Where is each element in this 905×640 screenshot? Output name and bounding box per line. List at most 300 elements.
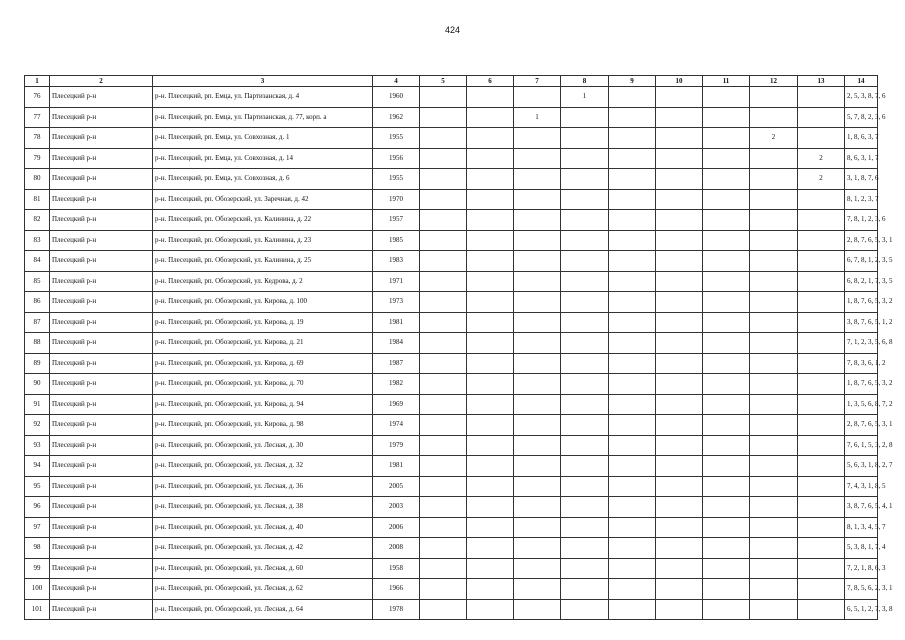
col10-cell [656,435,703,456]
table-row [25,497,878,518]
table-row [25,579,878,600]
year-cell: 1987 [373,353,420,374]
col12-cell [750,415,798,436]
col6-cell [467,169,514,190]
year-cell: 1966 [373,579,420,600]
col6-cell [467,435,514,456]
year-cell: 2005 [373,476,420,497]
col12-cell [750,87,798,108]
row-number: 96 [25,497,50,518]
table-row [25,251,878,272]
col6-cell [467,271,514,292]
col9-cell [609,230,656,251]
col11-cell [703,333,750,354]
col7-cell [514,210,561,231]
year-cell: 1957 [373,210,420,231]
sequence-cell: 7, 6, 1, 5, 3, 2, 8 [845,435,878,456]
col11-cell [703,374,750,395]
col5-cell [420,292,467,313]
district-cell: Плесецкий р-н [50,353,153,374]
col5-cell [420,599,467,620]
col7-cell [514,374,561,395]
col10-cell [656,271,703,292]
col5-cell [420,558,467,579]
col10-cell [656,538,703,559]
year-cell: 1955 [373,169,420,190]
district-cell: Плесецкий р-н [50,312,153,333]
col9-cell [609,599,656,620]
col8-cell [561,312,609,333]
col12-cell [750,312,798,333]
col13-cell [798,333,845,354]
district-cell: Плесецкий р-н [50,189,153,210]
row-number: 83 [25,230,50,251]
col8-cell [561,169,609,190]
address-cell: р-н. Плесецкий, рп. Обозерский, ул. Лесная, д. 36 [153,476,373,497]
table-row [25,169,878,190]
col10-cell [656,599,703,620]
col12-cell [750,435,798,456]
table-row [25,599,878,620]
district-cell: Плесецкий р-н [50,169,153,190]
col13-cell [798,353,845,374]
col11-cell [703,579,750,600]
col12-cell [750,107,798,128]
col6-cell [467,599,514,620]
address-cell: р-н. Плесецкий, рп. Обозерский, ул. Кирова, д. 21 [153,333,373,354]
sequence-cell: 6, 7, 8, 1, 2, 3, 5 [845,251,878,272]
col7-cell [514,538,561,559]
col9-cell [609,579,656,600]
column-header-5: 5 [420,76,467,87]
col10-cell [656,394,703,415]
col12-cell [750,333,798,354]
row-number: 89 [25,353,50,374]
col6-cell [467,189,514,210]
col7-cell: 1 [514,107,561,128]
col6-cell [467,148,514,169]
table-row [25,128,878,149]
col10-cell [656,169,703,190]
column-header-11: 11 [703,76,750,87]
col9-cell [609,148,656,169]
year-cell: 1955 [373,128,420,149]
col10-cell [656,128,703,149]
table-row [25,353,878,374]
address-cell: р-н. Плесецкий, рп. Обозерский, ул. Калинина, д. 25 [153,251,373,272]
col8-cell [561,189,609,210]
col8-cell [561,599,609,620]
row-number: 82 [25,210,50,231]
col9-cell [609,394,656,415]
col5-cell [420,374,467,395]
district-cell: Плесецкий р-н [50,87,153,108]
col6-cell [467,230,514,251]
col10-cell [656,476,703,497]
col6-cell [467,497,514,518]
col12-cell [750,476,798,497]
address-cell: р-н. Плесецкий, рп. Обозерский, ул. Лесная, д. 30 [153,435,373,456]
col7-cell [514,230,561,251]
district-cell: Плесецкий р-н [50,579,153,600]
table-row [25,312,878,333]
col6-cell [467,210,514,231]
district-cell: Плесецкий р-н [50,292,153,313]
district-cell: Плесецкий р-н [50,128,153,149]
sequence-cell: 6, 5, 1, 2, 7, 3, 8 [845,599,878,620]
col6-cell [467,107,514,128]
col6-cell [467,558,514,579]
district-cell: Плесецкий р-н [50,148,153,169]
col12-cell [750,538,798,559]
col12-cell [750,251,798,272]
row-number: 81 [25,189,50,210]
address-cell: р-н. Плесецкий, рп. Обозерский, ул. Кедрова, д. 2 [153,271,373,292]
col13-cell [798,599,845,620]
col10-cell [656,558,703,579]
col7-cell [514,128,561,149]
col7-cell [514,353,561,374]
col11-cell [703,497,750,518]
year-cell: 1981 [373,312,420,333]
table-row [25,476,878,497]
col10-cell [656,251,703,272]
year-cell: 1962 [373,107,420,128]
col13-cell [798,476,845,497]
address-cell: р-н. Плесецкий, рп. Обозерский, ул. Кирова, д. 100 [153,292,373,313]
col10-cell [656,107,703,128]
district-cell: Плесецкий р-н [50,456,153,477]
col5-cell [420,271,467,292]
col7-cell [514,333,561,354]
sequence-cell: 5, 6, 3, 1, 8, 2, 7 [845,456,878,477]
col6-cell [467,456,514,477]
address-cell: р-н. Плесецкий, рп. Обозерский, ул. Лесная, д. 42 [153,538,373,559]
col9-cell [609,189,656,210]
col13-cell [798,579,845,600]
col8-cell [561,210,609,231]
col8-cell [561,497,609,518]
col11-cell [703,599,750,620]
col10-cell [656,456,703,477]
address-cell: р-н. Плесецкий, рп. Обозерский, ул. Кирова, д. 19 [153,312,373,333]
col12-cell: 2 [750,128,798,149]
col10-cell [656,210,703,231]
row-number: 88 [25,333,50,354]
col6-cell [467,333,514,354]
col13-cell [798,251,845,272]
row-number: 93 [25,435,50,456]
col7-cell [514,169,561,190]
year-cell: 2003 [373,497,420,518]
col7-cell [514,476,561,497]
row-number: 98 [25,538,50,559]
col11-cell [703,394,750,415]
row-number: 94 [25,456,50,477]
col11-cell [703,230,750,251]
row-number: 97 [25,517,50,538]
col9-cell [609,374,656,395]
row-number: 77 [25,107,50,128]
year-cell: 1969 [373,394,420,415]
table-row [25,148,878,169]
address-cell: р-н. Плесецкий, рп. Обозерский, ул. Лесная, д. 32 [153,456,373,477]
col10-cell [656,87,703,108]
col6-cell [467,251,514,272]
col7-cell [514,148,561,169]
col6-cell [467,312,514,333]
year-cell: 1982 [373,374,420,395]
district-cell: Плесецкий р-н [50,230,153,251]
col12-cell [750,497,798,518]
col8-cell [561,107,609,128]
col5-cell [420,148,467,169]
page-number: 424 [444,25,461,35]
col9-cell [609,251,656,272]
col9-cell [609,415,656,436]
sequence-cell: 7, 8, 3, 6, 1, 2 [845,353,878,374]
district-cell: Плесецкий р-н [50,333,153,354]
table-row [25,333,878,354]
col7-cell [514,599,561,620]
sequence-cell: 1, 8, 7, 6, 5, 3, 2 [845,292,878,313]
col13-cell [798,435,845,456]
address-cell: р-н. Плесецкий, рп. Обозерский, ул. Кирова, д. 94 [153,394,373,415]
district-cell: Плесецкий р-н [50,435,153,456]
col9-cell [609,558,656,579]
col5-cell [420,312,467,333]
table-row [25,107,878,128]
address-cell: р-н. Плесецкий, рп. Емца, ул. Партизанская, д. 4 [153,87,373,108]
col10-cell [656,517,703,538]
col9-cell [609,333,656,354]
col5-cell [420,251,467,272]
col10-cell [656,312,703,333]
col10-cell [656,292,703,313]
district-cell: Плесецкий р-н [50,271,153,292]
sequence-cell: 1, 8, 7, 6, 5, 3, 2 [845,374,878,395]
col8-cell [561,374,609,395]
col7-cell [514,251,561,272]
col7-cell [514,415,561,436]
table-row [25,435,878,456]
district-cell: Плесецкий р-н [50,497,153,518]
address-cell: р-н. Плесецкий, рп. Обозерский, ул. Заречная, д. 42 [153,189,373,210]
table-row [25,394,878,415]
row-number: 91 [25,394,50,415]
col5-cell [420,230,467,251]
col8-cell [561,271,609,292]
row-number: 95 [25,476,50,497]
column-header-4: 4 [373,76,420,87]
col6-cell [467,87,514,108]
row-number: 100 [25,579,50,600]
col5-cell [420,456,467,477]
col5-cell [420,169,467,190]
row-number: 92 [25,415,50,436]
col11-cell [703,107,750,128]
sequence-cell: 6, 8, 2, 1, 7, 3, 5 [845,271,878,292]
sequence-cell: 3, 8, 7, 6, 5, 4, 1 [845,497,878,518]
col11-cell [703,517,750,538]
col8-cell [561,353,609,374]
row-number: 86 [25,292,50,313]
sequence-cell: 5, 7, 8, 2, 3, 6 [845,107,878,128]
col11-cell [703,189,750,210]
col8-cell [561,435,609,456]
col12-cell [750,517,798,538]
col11-cell [703,148,750,169]
year-cell: 1960 [373,87,420,108]
sequence-cell: 7, 8, 5, 6, 2, 3, 1 [845,579,878,600]
col9-cell [609,87,656,108]
col9-cell [609,271,656,292]
col7-cell [514,87,561,108]
table-row [25,189,878,210]
year-cell: 1956 [373,148,420,169]
sequence-cell: 2, 5, 3, 8, 7, 6 [845,87,878,108]
year-cell: 1970 [373,189,420,210]
year-cell: 2006 [373,517,420,538]
table-row [25,517,878,538]
col10-cell [656,353,703,374]
table-row [25,538,878,559]
table-row [25,87,878,108]
year-cell: 1973 [373,292,420,313]
col8-cell [561,538,609,559]
col6-cell [467,374,514,395]
column-header-2: 2 [50,76,153,87]
row-number: 85 [25,271,50,292]
address-cell: р-н. Плесецкий, рп. Емца, ул. Партизанская, д. 77, корп. а [153,107,373,128]
row-number: 87 [25,312,50,333]
col5-cell [420,128,467,149]
col7-cell [514,189,561,210]
col13-cell [798,394,845,415]
col12-cell [750,579,798,600]
col12-cell [750,169,798,190]
col5-cell [420,497,467,518]
col12-cell [750,271,798,292]
table-row [25,374,878,395]
col7-cell [514,271,561,292]
column-header-9: 9 [609,76,656,87]
col6-cell [467,476,514,497]
col6-cell [467,353,514,374]
column-header-13: 13 [798,76,845,87]
col11-cell [703,353,750,374]
col5-cell [420,415,467,436]
col11-cell [703,128,750,149]
col11-cell [703,87,750,108]
sequence-cell: 3, 1, 8, 7, 6 [845,169,878,190]
col13-cell [798,271,845,292]
address-cell: р-н. Плесецкий, рп. Обозерский, ул. Кирова, д. 69 [153,353,373,374]
column-header-3: 3 [153,76,373,87]
col9-cell [609,210,656,231]
address-cell: р-н. Плесецкий, рп. Обозерский, ул. Кирова, д. 98 [153,415,373,436]
col5-cell [420,87,467,108]
table-row [25,456,878,477]
col7-cell [514,435,561,456]
address-cell: р-н. Плесецкий, рп. Обозерский, ул. Калинина, д. 22 [153,210,373,231]
year-cell: 1985 [373,230,420,251]
col6-cell [467,128,514,149]
address-cell: р-н. Плесецкий, рп. Емца, ул. Совхозная, д. 14 [153,148,373,169]
sequence-cell: 7, 4, 3, 1, 8, 5 [845,476,878,497]
col9-cell [609,497,656,518]
col13-cell [798,230,845,251]
col12-cell [750,189,798,210]
district-cell: Плесецкий р-н [50,476,153,497]
col11-cell [703,415,750,436]
col9-cell [609,312,656,333]
district-cell: Плесецкий р-н [50,415,153,436]
col9-cell [609,292,656,313]
col10-cell [656,415,703,436]
col8-cell [561,292,609,313]
sequence-cell: 8, 1, 2, 3, 7 [845,189,878,210]
col13-cell [798,415,845,436]
col11-cell [703,435,750,456]
col8-cell [561,579,609,600]
col6-cell [467,579,514,600]
col13-cell [798,292,845,313]
col8-cell [561,251,609,272]
district-cell: Плесецкий р-н [50,538,153,559]
table-row [25,271,878,292]
col5-cell [420,333,467,354]
header-row [25,76,878,87]
col13-cell [798,107,845,128]
column-header-6: 6 [467,76,514,87]
row-number: 99 [25,558,50,579]
year-cell: 1978 [373,599,420,620]
row-number: 78 [25,128,50,149]
col9-cell [609,107,656,128]
col13-cell [798,456,845,477]
col9-cell [609,517,656,538]
col13-cell [798,312,845,333]
col7-cell [514,517,561,538]
district-cell: Плесецкий р-н [50,558,153,579]
col5-cell [420,579,467,600]
table-row [25,210,878,231]
col5-cell [420,353,467,374]
address-cell: р-н. Плесецкий, рп. Обозерский, ул. Лесная, д. 60 [153,558,373,579]
col12-cell [750,230,798,251]
col11-cell [703,292,750,313]
table-body [25,87,893,620]
row-number: 76 [25,87,50,108]
sequence-cell: 2, 8, 7, 6, 5, 3, 1 [845,230,878,251]
col8-cell [561,394,609,415]
col7-cell [514,558,561,579]
sequence-cell: 7, 1, 2, 3, 5, 6, 8 [845,333,878,354]
col12-cell [750,394,798,415]
district-cell: Плесецкий р-н [50,210,153,231]
registry-table [24,75,893,620]
col13-cell [798,497,845,518]
col9-cell [609,456,656,477]
district-cell: Плесецкий р-н [50,374,153,395]
address-cell: р-н. Плесецкий, рп. Обозерский, ул. Лесная, д. 38 [153,497,373,518]
col5-cell [420,476,467,497]
year-cell: 1974 [373,415,420,436]
col9-cell [609,353,656,374]
column-header-7: 7 [514,76,561,87]
col13-cell [798,374,845,395]
